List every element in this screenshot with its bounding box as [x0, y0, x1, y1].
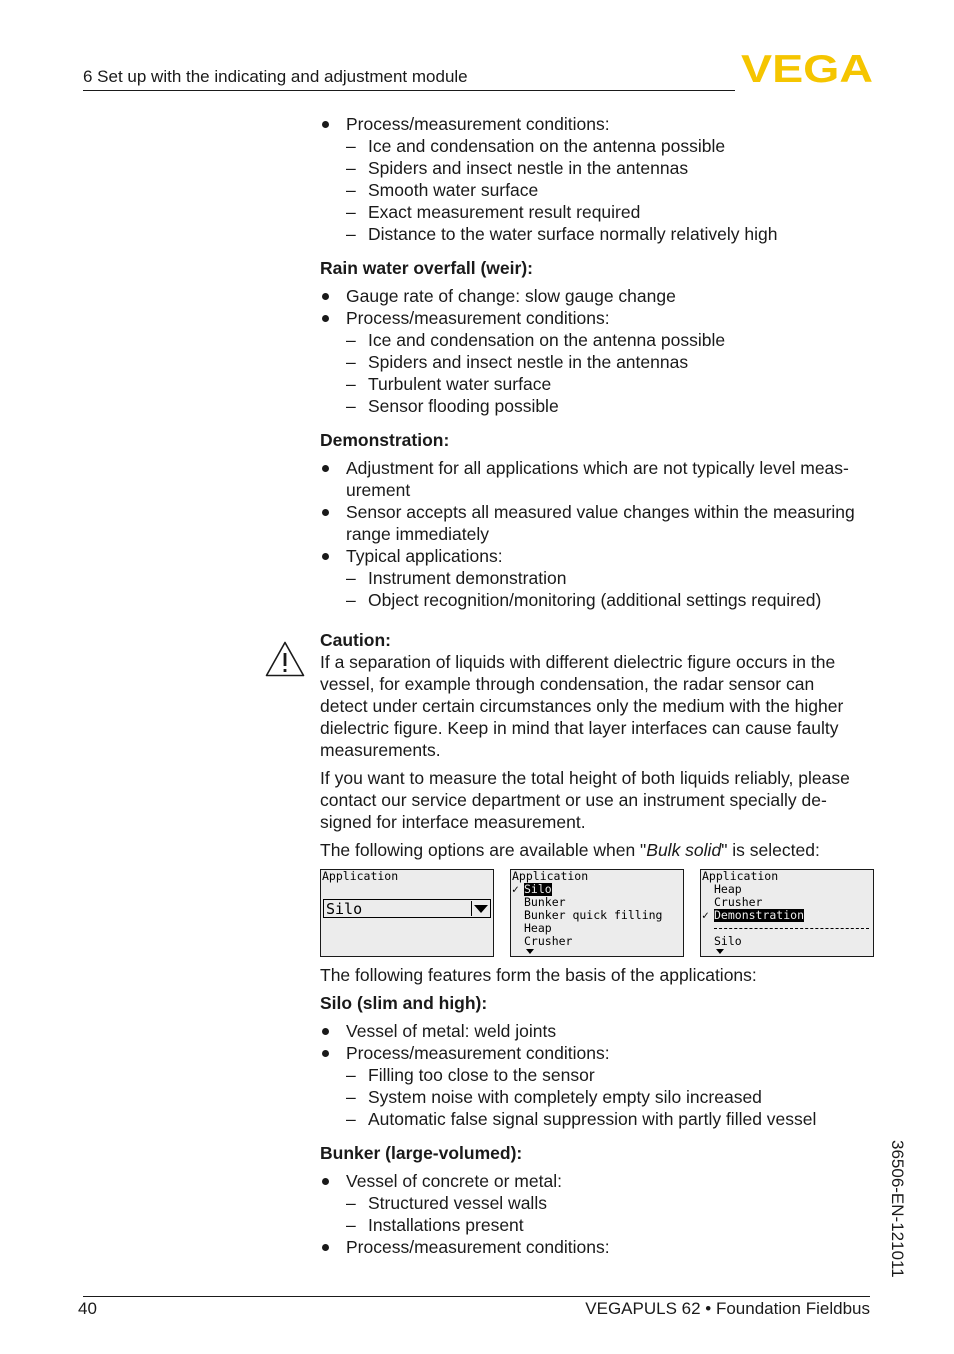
sub-list-item: – Spiders and insect nestle in the antennas: [320, 157, 880, 179]
display-screens: [320, 869, 876, 957]
sub-list-item: – Spiders and insect nestle in the antennas: [320, 351, 880, 373]
menu-item[interactable]: Crusher: [714, 895, 763, 909]
display-screen-application-list: [510, 869, 684, 957]
menu-item[interactable]: Bunker quick filling: [524, 908, 663, 922]
sub-list-item: – Filling too close to the sensor: [320, 1064, 880, 1086]
warning-triangle-icon: [265, 641, 305, 677]
sub-list-item: – Instrument demonstration: [320, 567, 880, 589]
main-content: [320, 113, 880, 861]
footer-divider: [83, 1296, 870, 1297]
text-line: vessel, for example through condensation, the radar sensor can: [320, 674, 815, 694]
list-item: Process/measurement conditions:: [320, 1042, 880, 1064]
section-heading-silo: Silo (slim and high):: [320, 993, 488, 1013]
menu-item-selected[interactable]: Silo: [524, 882, 552, 896]
sub-list-item: – Installations present: [320, 1214, 880, 1236]
document-code: 36506-EN-121011: [888, 1140, 907, 1278]
screen-title: Application: [512, 869, 589, 883]
sub-list-item: – Turbulent water surface: [320, 373, 880, 395]
text-line: If a separation of liquids with different dielectric figure occurs in the: [320, 652, 836, 672]
text-line: contact our service department or use an instrument specially de-: [320, 790, 827, 810]
menu-separator: [714, 928, 869, 929]
list-item: Vessel of concrete or metal:: [320, 1170, 880, 1192]
caution-paragraph-2: [320, 767, 880, 833]
sub-list-item: – Object recognition/monitoring (additional settings required): [320, 589, 880, 611]
list-item-line: urement: [346, 480, 411, 500]
list-item-line: Sensor accepts all measured value changes within the measuring: [346, 502, 855, 522]
section-heading-rain-water: Rain water overfall (weir):: [320, 258, 533, 278]
text-line: dielectric figure. Keep in mind that layer interfaces can cause faulty: [320, 718, 839, 738]
scroll-down-icon: [716, 949, 724, 954]
list-item: Gauge rate of change: slow gauge change: [320, 285, 880, 307]
checkmark-icon: ✓: [702, 908, 709, 922]
list-item: [320, 457, 880, 501]
footer-title: VEGAPULS 62 • Foundation Fieldbus: [585, 1299, 870, 1318]
list-item-line: range immediately: [346, 524, 489, 544]
sub-list-item: – System noise with completely empty silo increased: [320, 1086, 880, 1108]
section-heading-bunker: Bunker (large-volumed):: [320, 1143, 523, 1163]
header-section-title: 6 Set up with the indicating and adjustment module: [83, 67, 468, 86]
section-heading-demonstration: Demonstration:: [320, 430, 450, 450]
sub-list-item: – Structured vessel walls: [320, 1192, 880, 1214]
menu-item[interactable]: Heap: [524, 921, 552, 935]
display-screen-application-select: [320, 869, 494, 957]
sub-list-item: – Ice and condensation on the antenna possible: [320, 135, 880, 157]
options-intro: The following options are available when "Bulk solid" is selected:: [320, 840, 820, 860]
list-item: Vessel of metal: weld joints: [320, 1020, 880, 1042]
features-intro: The following features form the basis of the applications:: [320, 965, 757, 985]
main-content-lower: [320, 964, 880, 1258]
sub-list-item: – Distance to the water surface normally relatively high: [320, 223, 880, 245]
menu-item-selected[interactable]: Demonstration: [714, 908, 805, 922]
menu-item[interactable]: Crusher: [524, 934, 573, 948]
scroll-down-icon: [526, 949, 534, 954]
sub-list-item: – Automatic false signal suppression with partly filled vessel: [320, 1108, 880, 1130]
text-line: signed for interface measurement.: [320, 812, 586, 832]
menu-item[interactable]: Silo: [714, 934, 742, 948]
sub-list-item: – Smooth water surface: [320, 179, 880, 201]
list-item: Process/measurement conditions:: [320, 307, 880, 329]
text-line: If you want to measure the total height of both liquids reliably, please: [320, 768, 850, 788]
screen-title: Application: [322, 869, 399, 883]
text-line: measurements.: [320, 740, 441, 760]
screen-title: Application: [702, 869, 779, 883]
list-item-line: Adjustment for all applications which are not typically level meas-: [346, 458, 849, 478]
application-dropdown[interactable]: [323, 899, 491, 918]
list-item: Typical applications:: [320, 545, 880, 567]
dropdown-arrow-icon: [471, 901, 489, 916]
sub-list-item: – Ice and condensation on the antenna possible: [320, 329, 880, 351]
header-divider: [83, 90, 735, 91]
caution-paragraph: [320, 651, 880, 761]
application-dropdown-value: Silo: [326, 900, 363, 918]
sub-list-item: – Sensor flooding possible: [320, 395, 880, 417]
list-item: Process/measurement conditions:: [320, 1236, 880, 1258]
list-item: Process/measurement conditions:: [320, 113, 880, 135]
checkmark-icon: ✓: [512, 882, 519, 896]
page-number: 40: [78, 1299, 97, 1318]
menu-item[interactable]: Heap: [714, 882, 742, 896]
menu-item[interactable]: Bunker: [524, 895, 566, 909]
list-item: [320, 501, 880, 545]
sub-list-item: – Exact measurement result required: [320, 201, 880, 223]
caution-heading: Caution:: [320, 630, 391, 650]
svg-text:VEGA: VEGA: [741, 52, 873, 84]
text-line: detect under certain circumstances only the medium with the higher: [320, 696, 844, 716]
display-screen-application-list-scrolled: [700, 869, 874, 957]
vega-logo: [741, 52, 873, 84]
